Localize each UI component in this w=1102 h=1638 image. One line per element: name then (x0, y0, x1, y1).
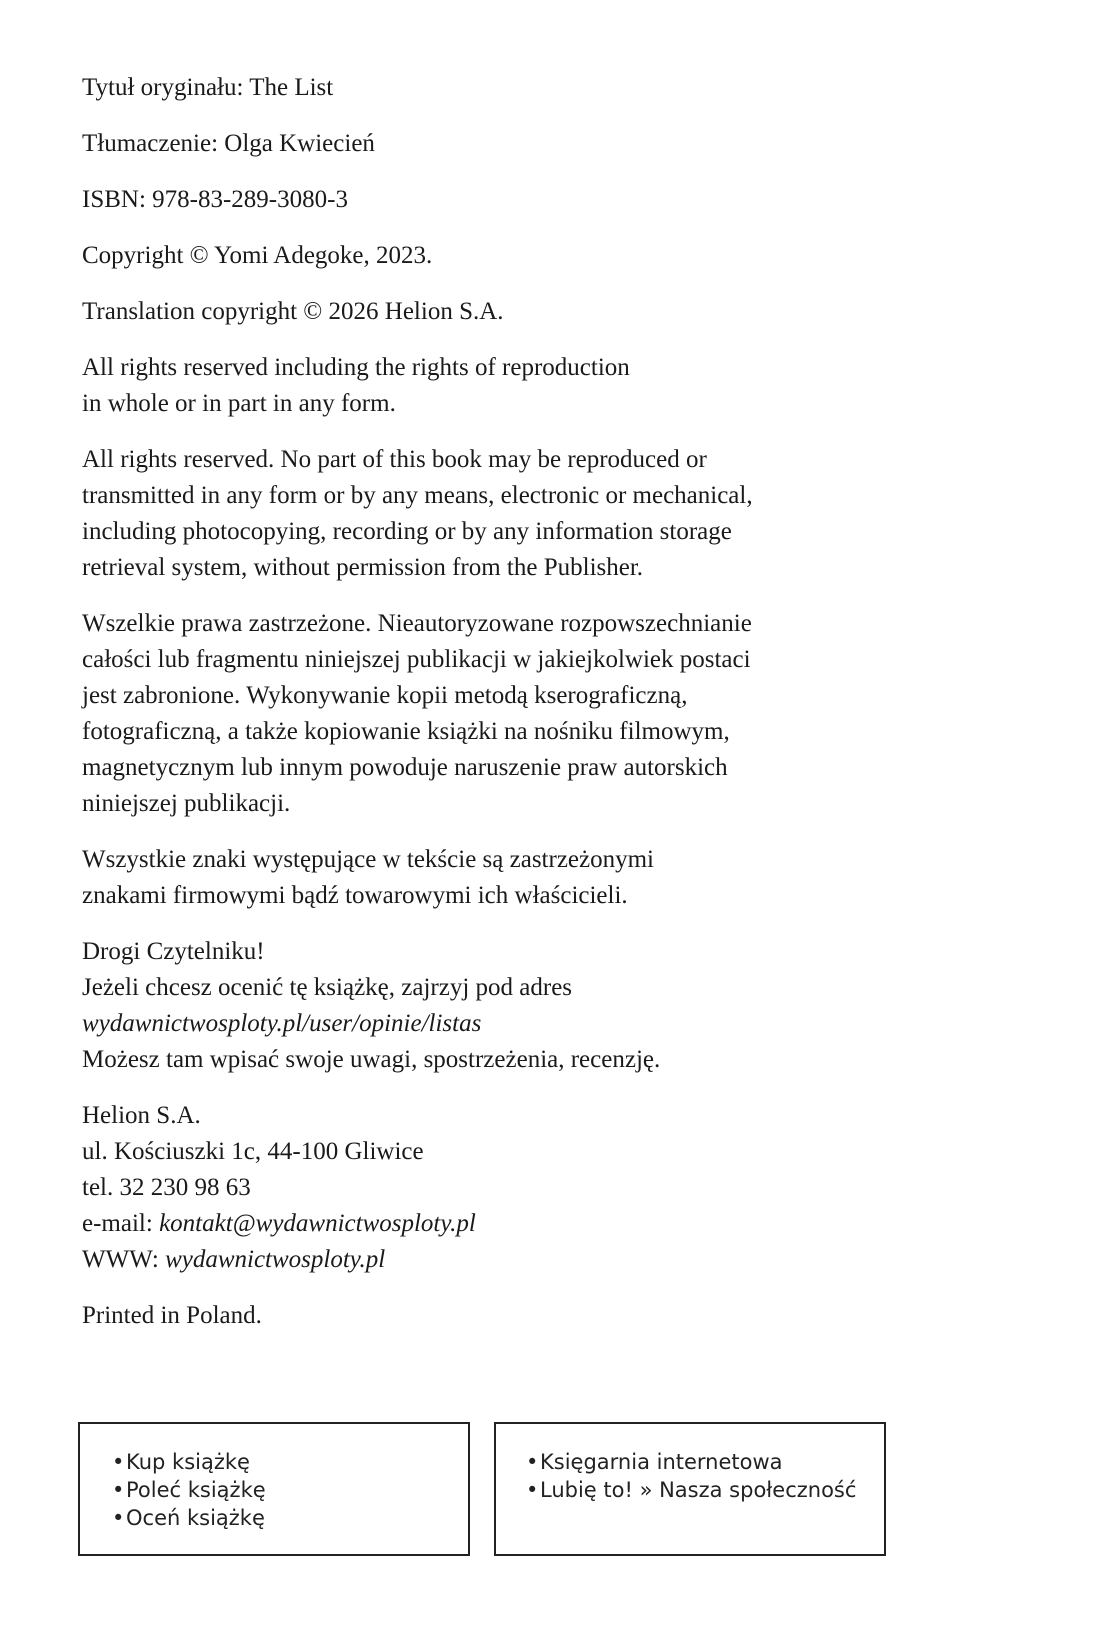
www-link[interactable]: wydawnictwosploty.pl (165, 1246, 386, 1273)
text-line: magnetycznym lub innym powoduje naruszenie praw autorskich (82, 754, 728, 781)
publisher-name: Helion S.A. (82, 1102, 201, 1129)
email-link[interactable]: kontakt@wydawnictwosploty.pl (159, 1210, 476, 1237)
translation-copyright: Translation copyright © 2026 Helion S.A. (82, 298, 504, 325)
text-line: jest zabronione. Wykonywanie kopii metodą kserograficzną, (82, 682, 688, 709)
text-line: całości lub fragmentu niniejszej publikacji w jakiejkolwiek postaci (82, 646, 751, 673)
community-list (496, 1424, 884, 1504)
reader-line-1: Jeżeli chcesz ocenić tę książkę, zajrzyj pod adres (82, 974, 573, 1001)
reader-line-2: Możesz tam wpisać swoje uwagi, spostrzeżenia, recenzję. (82, 1046, 661, 1073)
text-line: including photocopying, recording or by any information storage (82, 518, 732, 545)
rate-book-link[interactable]: •Oceń książkę (112, 1506, 265, 1530)
trademarks (82, 842, 862, 914)
bullet: • (112, 1478, 125, 1502)
colophon-text (82, 70, 862, 1354)
buy-book-link[interactable]: •Kup książkę (112, 1450, 250, 1474)
original-title: Tytuł oryginału: The List (82, 74, 334, 101)
text-line: in whole or in part in any form. (82, 390, 396, 417)
text-line: niniejszej publikacji. (82, 790, 291, 817)
email-label: e-mail: (82, 1210, 160, 1237)
translator: Tłumaczenie: Olga Kwiecień (82, 130, 375, 157)
rights-pl (82, 606, 862, 822)
publisher-address: ul. Kościuszki 1c, 44-100 Gliwice (82, 1138, 424, 1165)
printed-in: Printed in Poland. (82, 1302, 262, 1329)
text-line: All rights reserved including the rights of reproduction (82, 354, 630, 381)
www-label: WWW: (82, 1246, 166, 1273)
community-link[interactable]: •Lubię to! » Nasza społeczność (526, 1478, 857, 1502)
reader-greeting: Drogi Czytelniku! (82, 938, 265, 965)
book-actions-list (80, 1424, 468, 1532)
bullet: • (526, 1478, 539, 1502)
publisher-www (82, 1242, 862, 1278)
publisher-phone: tel. 32 230 98 63 (82, 1174, 251, 1201)
community-box (494, 1422, 886, 1556)
rights-long-en (82, 442, 862, 586)
text-line: fotograficzną, a także kopiowanie książki na nośniku filmowym, (82, 718, 730, 745)
book-actions-box (78, 1422, 470, 1556)
opinion-url-link[interactable]: wydawnictwosploty.pl/user/opinie/listas (82, 1010, 482, 1037)
rights-short (82, 350, 862, 422)
publisher-email (82, 1206, 862, 1242)
bullet: • (112, 1506, 125, 1530)
online-bookstore-link[interactable]: •Księgarnia internetowa (526, 1450, 783, 1474)
text-line: Wszystkie znaki występujące w tekście są zastrzeżonymi (82, 846, 654, 873)
text-line: Wszelkie prawa zastrzeżone. Nieautoryzowane rozpowszechnianie (82, 610, 752, 637)
publisher-info (82, 1098, 862, 1278)
recommend-book-link[interactable]: •Poleć książkę (112, 1478, 266, 1502)
link-boxes (78, 1422, 888, 1560)
text-line: znakami firmowymi bądź towarowymi ich właścicieli. (82, 882, 628, 909)
text-line: transmitted in any form or by any means, electronic or mechanical, (82, 482, 753, 509)
isbn: ISBN: 978-83-289-3080-3 (82, 186, 348, 213)
reader-note (82, 934, 862, 1078)
text-line: retrieval system, without permission from the Publisher. (82, 554, 644, 581)
text-line: All rights reserved. No part of this book may be reproduced or (82, 446, 707, 473)
bullet: • (112, 1450, 125, 1474)
bullet: • (526, 1450, 539, 1474)
copyright: Copyright © Yomi Adegoke, 2023. (82, 242, 433, 269)
